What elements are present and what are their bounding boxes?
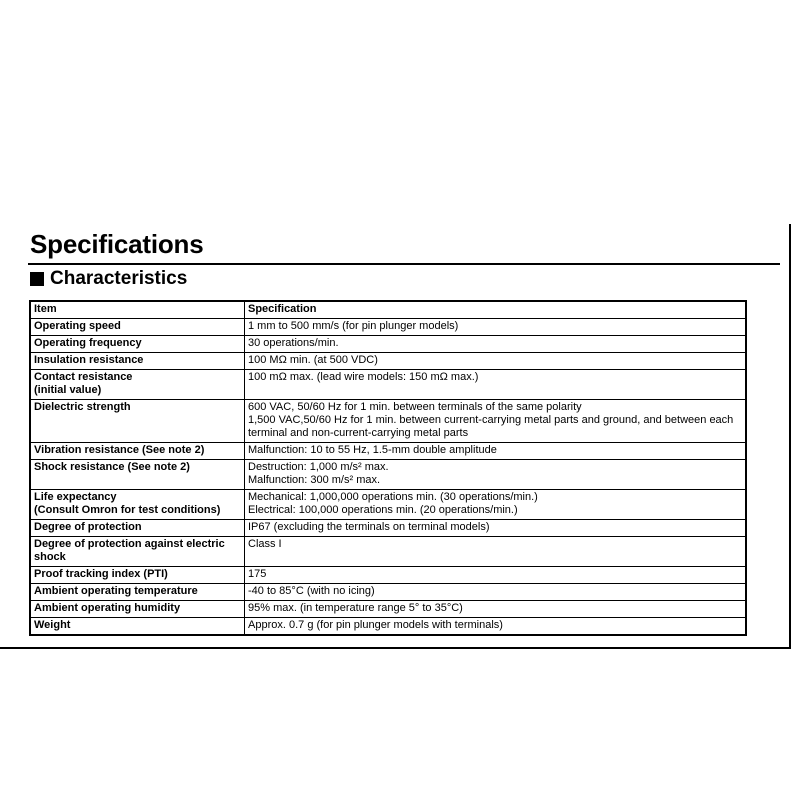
item-cell (30, 537, 245, 567)
specification-cell (245, 567, 747, 584)
specification-cell (245, 537, 747, 567)
table-row (30, 601, 746, 618)
item-cell (30, 370, 245, 400)
specification-cell (245, 443, 747, 460)
item-label: Proof tracking index (PTI) (34, 568, 168, 580)
table-row (30, 370, 746, 400)
square-bullet-icon (30, 272, 44, 286)
item-label: Operating speed (34, 320, 121, 332)
specification-value: 1,500 VAC,50/60 Hz for 1 min. between current-carrying metal parts and ground, and between each terminal and non-current-carrying metal parts (248, 414, 734, 439)
specification-cell (245, 584, 747, 601)
item-cell (30, 443, 245, 460)
item-label: Dielectric strength (34, 401, 131, 413)
specification-value: 100 MΩ min. (at 500 VDC) (248, 354, 378, 366)
item-cell (30, 400, 245, 443)
specification-value: Mechanical: 1,000,000 operations min. (30 operations/min.) (248, 491, 538, 503)
table-row (30, 319, 746, 336)
page-title: Specifications (30, 229, 204, 259)
table-row (30, 584, 746, 601)
table-body (30, 319, 746, 636)
item-label: Degree of protection against electric shock (34, 538, 225, 563)
specification-cell (245, 370, 747, 400)
item-cell (30, 520, 245, 537)
item-label: Vibration resistance (See note 2) (34, 444, 205, 456)
specification-value: Destruction: 1,000 m/s² max. (248, 461, 389, 473)
item-label: Shock resistance (See note 2) (34, 461, 190, 473)
specification-value: 1 mm to 500 mm/s (for pin plunger models) (248, 320, 459, 332)
specification-value: IP67 (excluding the terminals on terminal models) (248, 521, 490, 533)
specification-cell (245, 490, 747, 520)
table-row (30, 353, 746, 370)
specification-cell (245, 336, 747, 353)
specification-cell (245, 460, 747, 490)
item-label: Weight (34, 619, 71, 631)
specification-value: -40 to 85°C (with no icing) (248, 585, 375, 597)
item-label: Life expectancy (34, 491, 117, 503)
item-label: Insulation resistance (34, 354, 144, 366)
specification-value: 600 VAC, 50/60 Hz for 1 min. between terminals of the same polarity (248, 401, 582, 413)
specification-cell (245, 618, 747, 636)
table-row (30, 336, 746, 353)
item-cell (30, 584, 245, 601)
table-row (30, 460, 746, 490)
item-cell (30, 601, 245, 618)
item-cell (30, 618, 245, 636)
specification-cell (245, 520, 747, 537)
table-row (30, 443, 746, 460)
item-cell (30, 336, 245, 353)
table-row (30, 520, 746, 537)
specification-value: Electrical: 100,000 operations min. (20 operations/min.) (248, 504, 518, 516)
specification-value: Malfunction: 300 m/s² max. (248, 474, 381, 486)
specification-value: Class I (248, 538, 282, 550)
column-header-item: Item (30, 301, 245, 319)
specification-cell (245, 601, 747, 618)
item-cell (30, 319, 245, 336)
specification-cell (245, 400, 747, 443)
specification-cell (245, 319, 747, 336)
item-cell (30, 353, 245, 370)
specification-value: Malfunction: 10 to 55 Hz, 1.5-mm double amplitude (248, 444, 497, 456)
column-header-specification: Specification (245, 301, 747, 319)
specification-value: 30 operations/min. (248, 337, 339, 349)
title-divider (28, 263, 780, 265)
page-frame-bottom-border (0, 647, 791, 649)
item-label: Degree of protection (34, 521, 142, 533)
section-heading (30, 267, 187, 291)
specification-value: 100 mΩ max. (lead wire models: 150 mΩ max.) (248, 371, 479, 383)
table-row (30, 567, 746, 584)
table-row (30, 537, 746, 567)
item-label: Ambient operating humidity (34, 602, 181, 614)
item-label: Operating frequency (34, 337, 142, 349)
table-row (30, 490, 746, 520)
item-cell (30, 460, 245, 490)
section-heading-label: Characteristics (50, 268, 188, 289)
item-cell (30, 490, 245, 520)
item-label: Contact resistance (34, 371, 133, 383)
item-label: (initial value) (34, 384, 102, 396)
item-cell (30, 567, 245, 584)
characteristics-table (29, 300, 747, 636)
specification-value: 175 (248, 568, 267, 580)
page-frame-right-border (789, 224, 791, 649)
item-label: (Consult Omron for test conditions) (34, 504, 221, 516)
item-label: Ambient operating temperature (34, 585, 198, 597)
specification-value: 95% max. (in temperature range 5° to 35°C) (248, 602, 463, 614)
table-row (30, 618, 746, 636)
specification-value: Approx. 0.7 g (for pin plunger models with terminals) (248, 619, 503, 631)
specification-cell (245, 353, 747, 370)
table-row (30, 400, 746, 443)
table-header-row (30, 301, 746, 319)
